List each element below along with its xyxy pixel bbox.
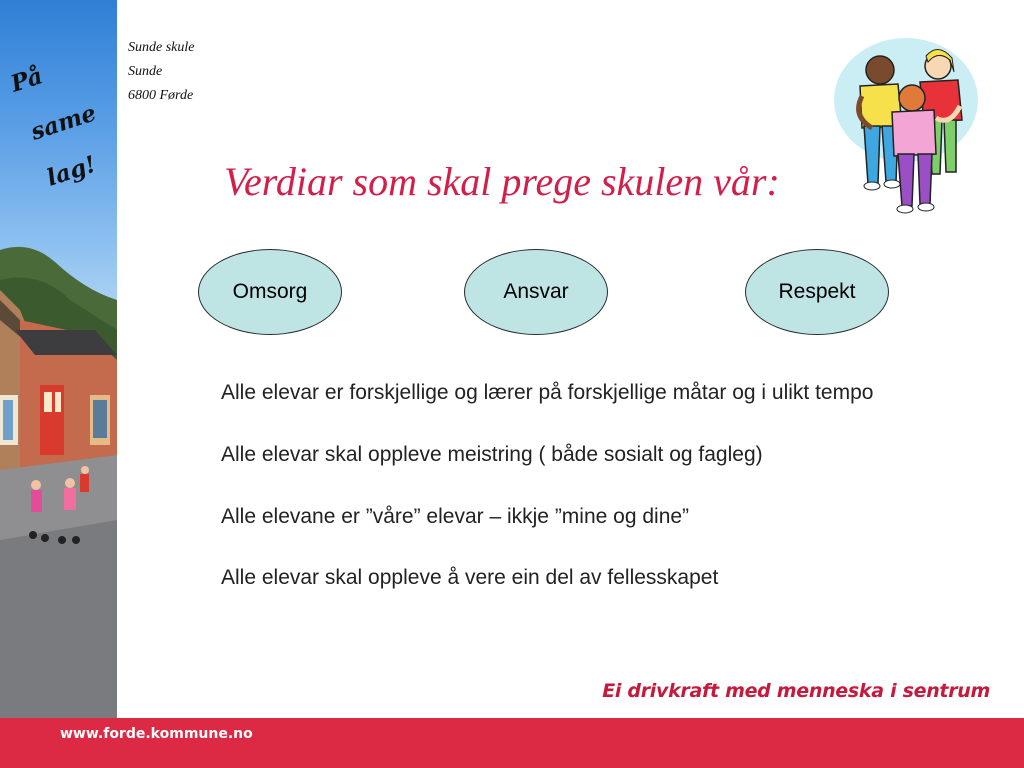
value-label: Ansvar xyxy=(503,280,569,303)
address-line: 6800 Førde xyxy=(128,88,194,103)
school-address xyxy=(128,36,194,108)
slogan-word: På xyxy=(7,62,46,98)
value-oval-respekt xyxy=(745,249,889,335)
footer-band xyxy=(0,718,1024,768)
statement-text: Alle elevane er ”våre” elevar – ikkje ”mine og dine” xyxy=(221,505,690,528)
statement-text: Alle elevar skal oppleve å vere ein del av fellesskapet xyxy=(221,566,719,589)
slogan-word: same xyxy=(27,99,100,146)
slogan-word: lag! xyxy=(43,150,100,192)
value-label: Omsorg xyxy=(232,280,308,303)
footer-url: www.forde.kommune.no xyxy=(60,726,253,742)
value-oval-omsorg xyxy=(198,249,342,335)
tagline: Ei drivkraft med menneska i sentrum xyxy=(602,680,990,702)
school-photo xyxy=(0,0,117,718)
statement-text: Alle elevar er forskjellige og lærer på forskjellige måtar og i ulikt tempo xyxy=(221,381,874,404)
value-oval-ansvar xyxy=(464,249,608,335)
children-playing-clipart xyxy=(832,36,982,216)
page-title: Verdiar som skal prege skulen vår: xyxy=(224,159,780,204)
value-label: Respekt xyxy=(778,280,856,303)
slogan-text xyxy=(0,0,117,200)
address-line: Sunde xyxy=(128,64,163,79)
statement-text: Alle elevar skal oppleve meistring ( både sosialt og fagleg) xyxy=(221,443,763,466)
address-line: Sunde skule xyxy=(128,40,195,55)
